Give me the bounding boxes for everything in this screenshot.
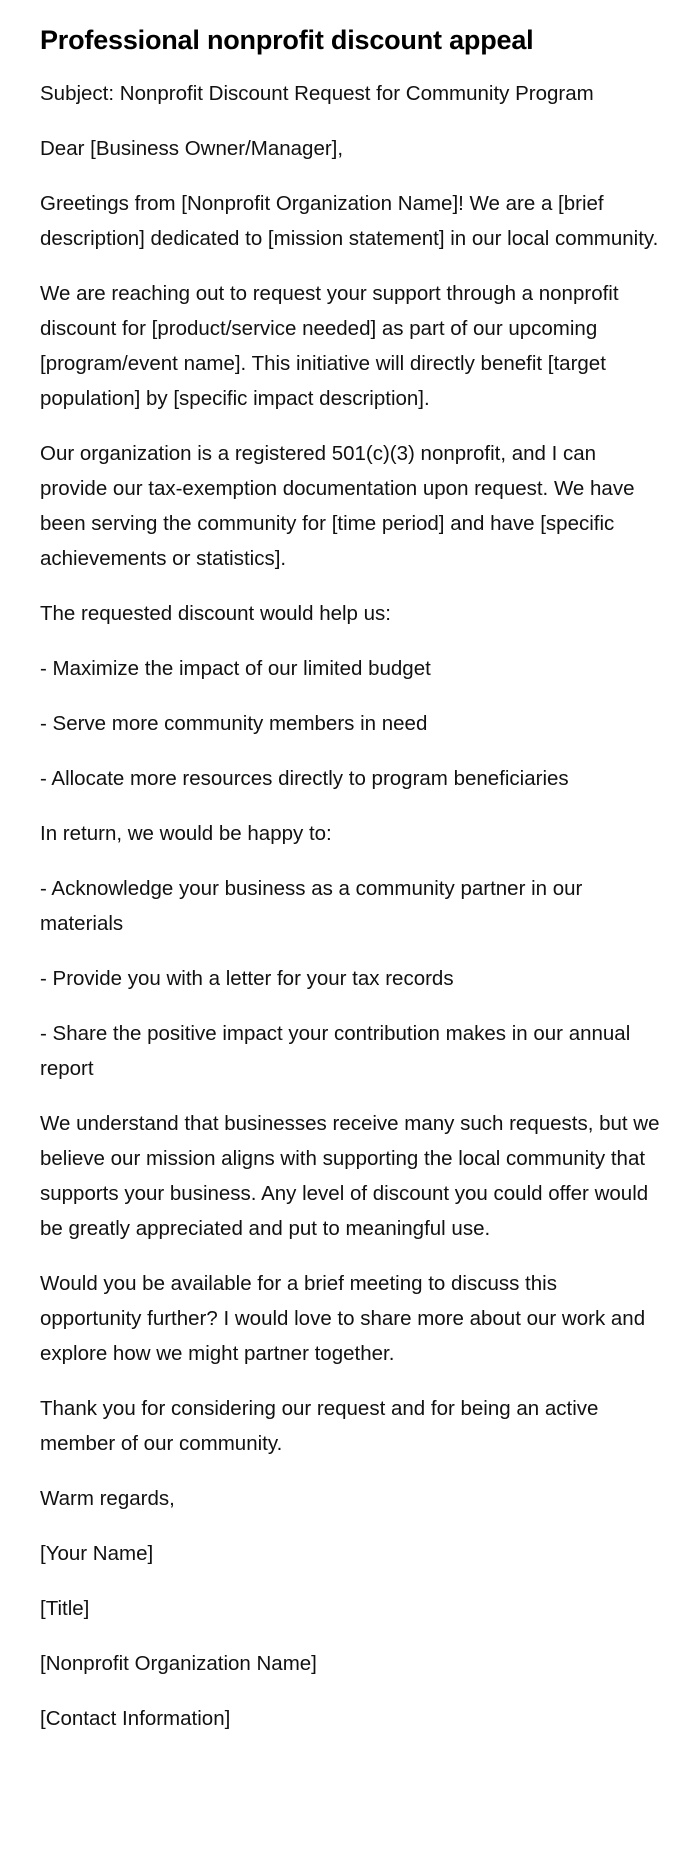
offer-intro: In return, we would be happy to:	[40, 822, 332, 845]
offer-item: - Acknowledge your business as a community partner in our materials	[40, 877, 583, 935]
signature-name: [Your Name]	[40, 1542, 154, 1565]
meeting-paragraph: Would you be available for a brief meeting to discuss this opportunity further? I would love to share more about our work and explore how we might partner together.	[40, 1272, 646, 1365]
intro-paragraph: Greetings from [Nonprofit Organization Name]! We are a [brief description] dedicated to [mission statement] in our local community.	[40, 192, 659, 250]
request-paragraph: We are reaching out to request your support through a nonprofit discount for [product/service needed] as part of our upcoming [program/event name]. This initiative will directly benefit [target population] by [specific impact description].	[40, 282, 619, 410]
offer-item: - Provide you with a letter for your tax records	[40, 967, 454, 990]
signature-organization: [Nonprofit Organization Name]	[40, 1652, 317, 1675]
benefit-item: - Maximize the impact of our limited budget	[40, 657, 431, 680]
signature-contact: [Contact Information]	[40, 1707, 231, 1730]
credentials-paragraph: Our organization is a registered 501(c)(3) nonprofit, and I can provide our tax-exemption documentation upon request. We have been serving the community for [time period] and have [specific achievements or statistics].	[40, 442, 635, 570]
thanks-paragraph: Thank you for considering our request and for being an active member of our community.	[40, 1397, 599, 1455]
benefits-intro: The requested discount would help us:	[40, 602, 392, 625]
benefit-item: - Allocate more resources directly to program beneficiaries	[40, 767, 569, 790]
salutation: Dear [Business Owner/Manager],	[40, 137, 344, 160]
signature-title: [Title]	[40, 1597, 90, 1620]
document-title: Professional nonprofit discount appeal	[40, 25, 534, 55]
understanding-paragraph: We understand that businesses receive many such requests, but we believe our mission aligns with supporting the local community that supports your business. Any level of discount you could offer would be greatly appreciated and put to meaningful use.	[40, 1112, 660, 1240]
letter-body	[40, 76, 660, 1736]
benefit-item: - Serve more community members in need	[40, 712, 428, 735]
offer-item: - Share the positive impact your contribution makes in our annual report	[40, 1022, 631, 1080]
subject-line: Subject: Nonprofit Discount Request for Community Program	[40, 82, 594, 105]
closing: Warm regards,	[40, 1487, 175, 1510]
